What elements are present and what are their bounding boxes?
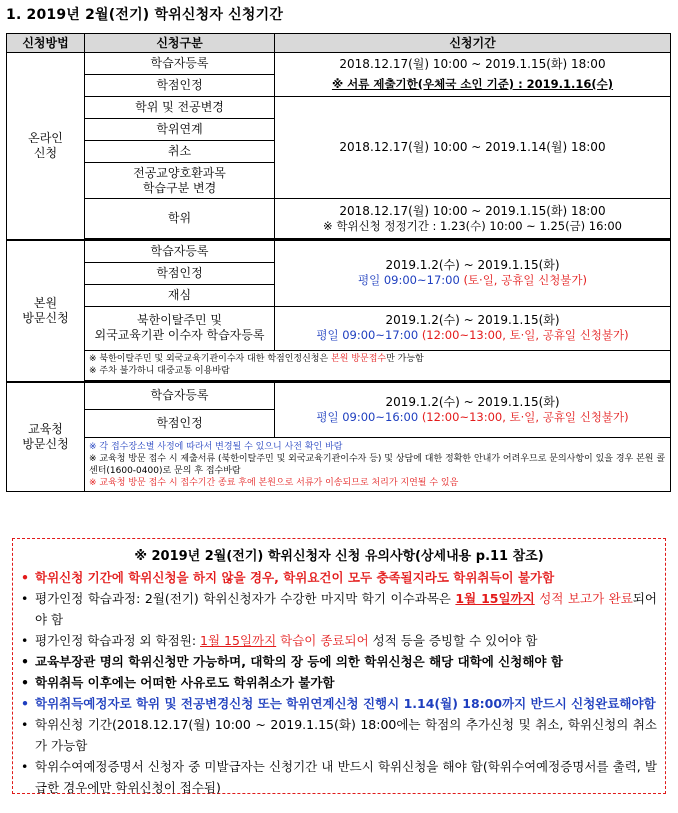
period-cell: 2018.12.17(월) 10:00 ~ 2019.1.15(화) 18:00 ※ 서류 제출기한(우체국 소인 기준) : 2019.1.16(수)	[275, 53, 671, 97]
header-method: 신청방법	[7, 34, 85, 53]
list-item: • 학위수여예정증명서 신청자 중 미발급자는 신청기간 내 반드시 학위신청을 해야 함(학위수여예정증명서를 출력, 발급한 경우에만 학위신청이 접수됨)	[21, 759, 657, 795]
category-cell: 학위	[85, 199, 275, 239]
table-row	[7, 199, 671, 239]
period-cell: 2018.12.17(월) 10:00 ~ 2019.1.15(화) 18:00 ※ 학위신청 정정기간 : 1.23(수) 10:00 ~ 1.25(금) 16:00	[275, 199, 671, 239]
category-cell: 학습자등록	[85, 382, 275, 410]
category-cell: 학점인정	[85, 262, 275, 284]
method-visit-office: 교육청 방문신청	[7, 382, 85, 492]
notice-list	[13, 567, 665, 798]
category-cell: 학위 및 전공변경	[85, 97, 275, 119]
list-item: • 학위신청 기간(2018.12.17(월) 10:00 ~ 2019.1.15(화) 18:00에는 학점의 추가신청 및 취소, 학위신청의 취소가 가능함	[21, 717, 657, 753]
schedule-table	[6, 33, 671, 492]
period-cell: 2019.1.2(수) ~ 2019.1.15(화) 평일 09:00~16:00 (12:00~13:00, 토·일, 공휴일 신청불가)	[275, 382, 671, 438]
note-cell: ※ 각 접수장소별 사정에 따라서 변경될 수 있으니 사전 확인 바람 ※ 교육청 방문 접수 시 제출서류 (북한이탈주민 및 외국교육기관이수자 등) 및 상담에 대한 정확한 안내가 어려우므로 문의사항이 있을 경우 본원 콜센터(1600-0400)로 문의 후 접수바람 ※ 교육청 방문 접수 시 접수기간 종료 후에 본원으로 서류가 이송되므로 처리가 지연될 수 있음	[85, 438, 671, 492]
note-cell: ※ 북한이탈주민 및 외국교육기관이수자 대한 학점인정신청은 본원 방문접수만 가능함 ※ 주차 불가하니 대중교통 이용바람	[85, 350, 671, 380]
table-row	[7, 97, 671, 119]
notice-box	[12, 538, 666, 794]
list-item: • 평가인정 학습과정 외 학점원: 1월 15일까지 학습이 종료되어 성적 등을 증빙할 수 있어야 함	[21, 633, 538, 648]
table-row	[7, 350, 671, 380]
period-cell: 2019.1.2(수) ~ 2019.1.15(화) 평일 09:00~17:00 (토·일, 공휴일 신청불가)	[275, 240, 671, 306]
category-cell: 재심	[85, 284, 275, 306]
list-item: • 평가인정 학습과정: 2월(전기) 학위신청자가 수강한 마지막 학기 이수과목은 1월 15일까지 성적 보고가 완료되어야 함	[21, 591, 657, 627]
category-cell: 학습자등록	[85, 53, 275, 75]
category-cell: 학점인정	[85, 75, 275, 97]
header-category: 신청구분	[85, 34, 275, 53]
table-row	[7, 382, 671, 410]
method-online: 온라인 신청	[7, 53, 85, 241]
category-cell: 전공교양호환과목 학습구분 변경	[85, 163, 275, 199]
period-cell: 2019.1.2(수) ~ 2019.1.15(화) 평일 09:00~17:00 (12:00~13:00, 토·일, 공휴일 신청불가)	[275, 306, 671, 350]
category-cell: 학습자등록	[85, 240, 275, 262]
header-period: 신청기간	[275, 34, 671, 53]
table-header-row	[7, 34, 671, 53]
category-cell: 학위연계	[85, 119, 275, 141]
list-item: • 학위신청 기간에 학위신청을 하지 않을 경우, 학위요건이 모두 충족될지라도 학위취득이 불가함	[21, 570, 555, 585]
list-item: • 학위취득 이후에는 어떠한 사유로도 학위취소가 불가함	[21, 675, 335, 690]
category-cell: 취소	[85, 141, 275, 163]
method-visit-main: 본원 방문신청	[7, 240, 85, 382]
list-item: • 교육부장관 명의 학위신청만 가능하며, 대학의 장 등에 의한 학위신청은 해당 대학에 신청해야 함	[21, 654, 563, 669]
period-cell: 2018.12.17(월) 10:00 ~ 2019.1.14(월) 18:00	[275, 97, 671, 199]
category-cell: 학점인정	[85, 410, 275, 438]
table-row	[7, 53, 671, 75]
list-item: • 학위취득예정자로 학위 및 전공변경신청 또는 학위연계신청 진행시 1.14(월) 18:00까지 반드시 신청완료해야함	[21, 696, 656, 711]
table-row	[7, 438, 671, 492]
table-row	[7, 306, 671, 350]
category-cell: 북한이탈주민 및 외국교육기관 이수자 학습자등록	[85, 306, 275, 350]
table-row	[7, 240, 671, 262]
notice-title: ※ 2019년 2월(전기) 학위신청자 신청 유의사항(상세내용 p.11 참조)	[134, 549, 544, 564]
section-title: 1. 2019년 2월(전기) 학위신청자 신청기간	[6, 7, 284, 23]
